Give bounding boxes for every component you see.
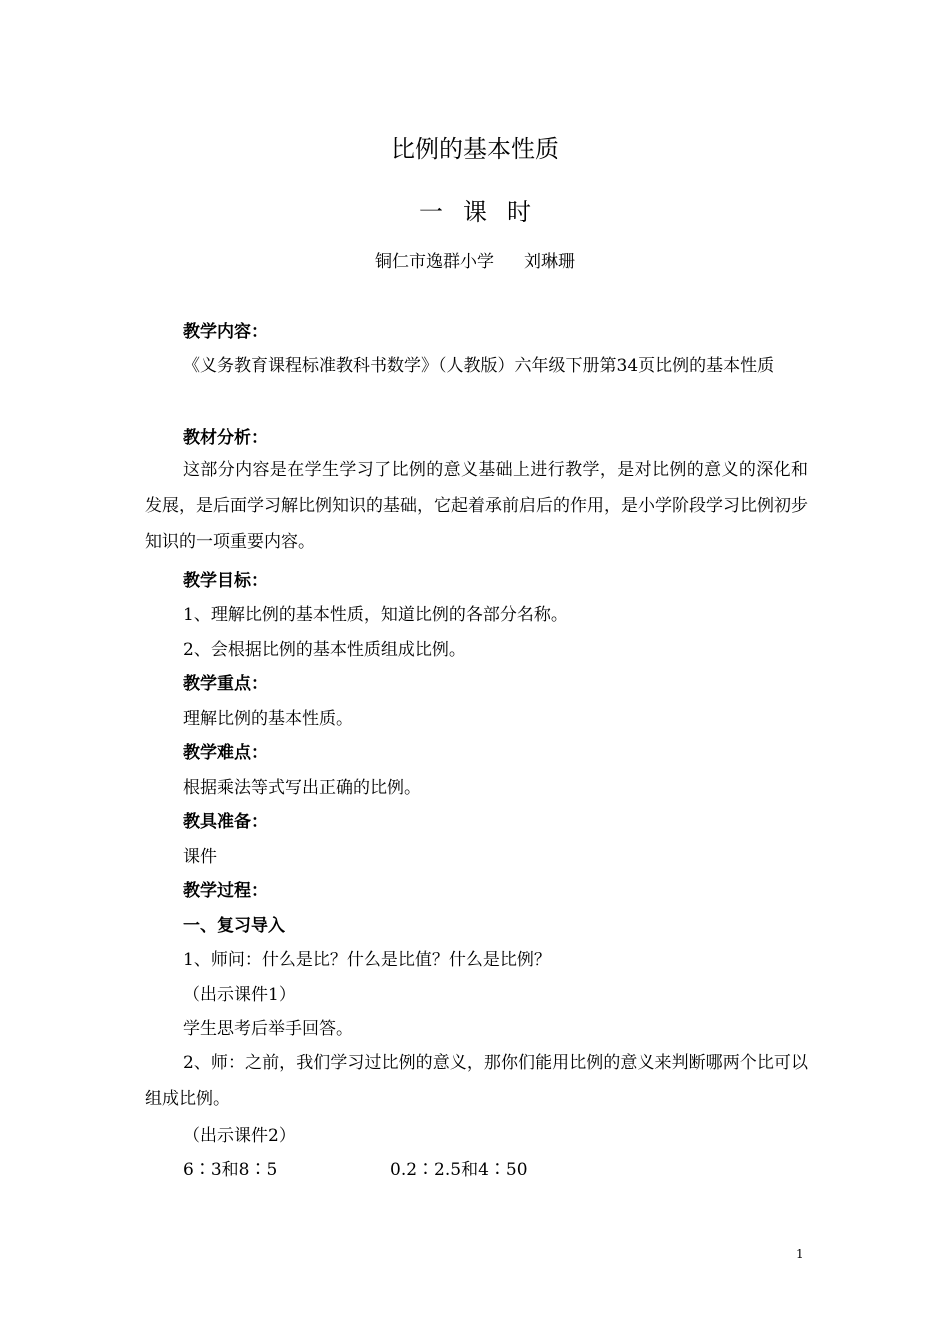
analysis-heading: 教材分析：: [183, 428, 268, 448]
ratio-pair-1: 6∶3和8∶5: [183, 1160, 278, 1180]
author-school: 铜仁市逸群小学: [375, 252, 494, 272]
ratio-pair-2: 0.2∶2.5和4∶50: [390, 1160, 528, 1180]
process-heading: 教学过程：: [183, 881, 268, 901]
analysis-text: 这部分内容是在学生学习了比例的意义基础上进行教学，是对比例的意义的深化和发展，是后面学习解比例知识的基础，它起着承前启后的作用，是小学阶段学习比例初步知识的一项重要内容。: [145, 460, 808, 552]
difficulty-heading: 教学难点：: [183, 743, 268, 763]
key-heading: 教学重点：: [183, 674, 268, 694]
tools-heading: 教具准备：: [183, 812, 268, 832]
tools-text: 课件: [183, 847, 217, 867]
content-text: 《义务教育课程标准教科书数学》（人教版）六年级下册第34页比例的基本性质: [183, 356, 775, 376]
step1-heading: 一、复习导入: [183, 916, 285, 936]
page-subtitle: 一课时: [419, 198, 551, 226]
content-heading: 教学内容：: [183, 322, 268, 342]
goal-item-2: 2、会根据比例的基本性质组成比例。: [183, 640, 466, 660]
step1-show-1: （出示课件1）: [183, 985, 296, 1005]
step1-show-2: （出示课件2）: [183, 1126, 296, 1146]
key-text: 理解比例的基本性质。: [183, 709, 353, 729]
goal-item-1: 1、理解比例的基本性质，知道比例的各部分名称。: [183, 605, 568, 625]
goals-heading: 教学目标：: [183, 571, 268, 591]
page-number: 1: [796, 1247, 804, 1261]
page-title: 比例的基本性质: [391, 135, 559, 163]
step1-answer: 学生思考后举手回答。: [183, 1019, 353, 1039]
step1-question-2: 2、师：之前，我们学习过比例的意义，那你们能用比例的意义来判断哪两个比可以组成比例。: [145, 1053, 808, 1109]
difficulty-text: 根据乘法等式写出正确的比例。: [183, 778, 421, 798]
author-line: [0, 250, 950, 274]
author-name: 刘琳珊: [524, 252, 575, 272]
step1-question: 1、师问：什么是比？什么是比值？什么是比例？: [183, 950, 551, 970]
